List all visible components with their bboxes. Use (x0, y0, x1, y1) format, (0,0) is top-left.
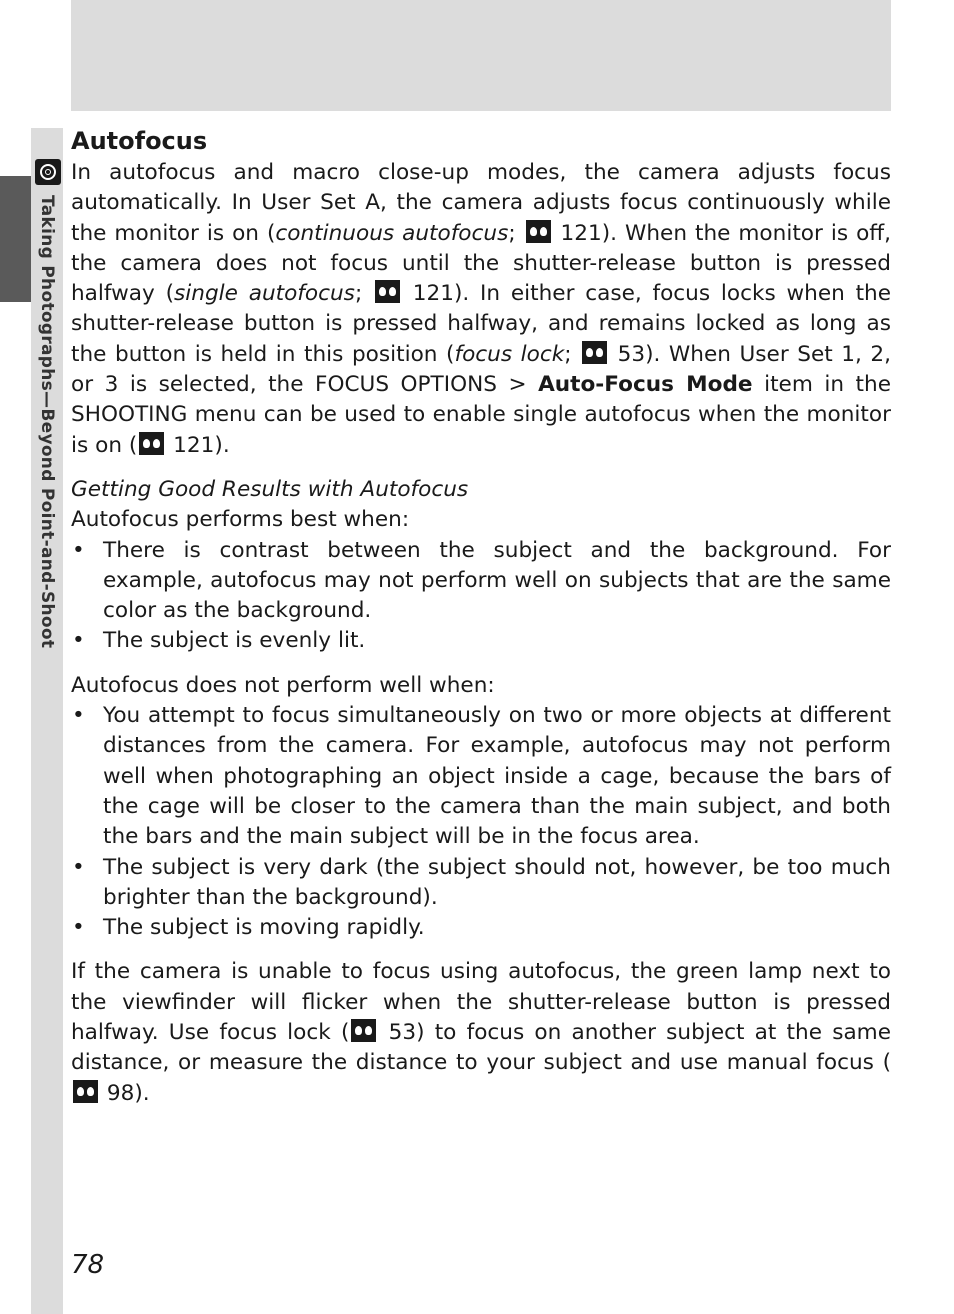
menu-item-auto-focus-mode: Auto-Focus Mode (538, 372, 753, 398)
page-reference-icon (582, 341, 607, 364)
text-run: In autofocus and macro close-up modes, the camera adjusts focus automatically. In User Set A, the camera adjusts focus continuously while the monitor is on ( (71, 160, 891, 246)
macro-mode-icon (35, 159, 61, 185)
term-single-autofocus: single autofocus (174, 281, 355, 307)
text-run: 98). (100, 1080, 150, 1106)
page-reference-icon (375, 280, 400, 303)
text-run: If the camera is unable to focus using autofocus, the green lamp next to the viewfinder will flicker when the shutter-release button is pressed halfway. Use focus lock ( (71, 959, 891, 1046)
text-run: 53) to focus on another subject at the same distance, or measure the distance to your subject and use manual focus ( (71, 1020, 892, 1076)
bad-conditions-list (71, 701, 891, 943)
top-gray-band (71, 0, 891, 111)
text-run: 121). When the monitor is off, the camera does not focus until the shutter-release button is pressed halfway ( (71, 220, 892, 307)
list-item (71, 853, 891, 914)
list-item (71, 626, 891, 656)
text-run: ; (508, 220, 524, 246)
chapter-tab-marker (0, 176, 31, 302)
term-continuous-autofocus: continuous autofocus (275, 220, 509, 246)
good-conditions-intro: Autofocus performs best when: (71, 507, 410, 533)
text-run: ; (354, 281, 373, 307)
text-run: 53). When User Set 1, 2, or 3 is selected, the FOCUS OPTIONS > (71, 341, 892, 398)
list-item-text: The subject is moving rapidly. (103, 915, 425, 941)
list-item-text: The subject is very dark (the subject should not, however, be too much brighter than the background). (103, 854, 891, 910)
list-item-text: The subject is evenly lit. (103, 628, 366, 654)
bullet: • (72, 703, 85, 729)
text-run: ; (564, 341, 581, 367)
bullet: • (72, 915, 85, 941)
closing-paragraph (71, 957, 891, 1108)
bullet: • (72, 628, 85, 654)
text-run: 121). (166, 432, 230, 458)
page-number: 78 (71, 1250, 105, 1280)
bad-conditions-intro: Autofocus does not perform well when: (71, 672, 495, 698)
intro-paragraph (71, 158, 891, 461)
bullet: • (72, 537, 85, 563)
section-heading: Autofocus (71, 127, 208, 155)
bullet: • (72, 854, 85, 880)
list-item (71, 536, 891, 627)
list-item (71, 913, 891, 943)
list-item (71, 701, 891, 852)
text-run: 121). In either case, focus locks when the shutter-release button is pressed halfway, and remains locked as long as the button is held in this position ( (71, 281, 892, 367)
page-content (71, 124, 891, 1109)
page-reference-icon (351, 1019, 376, 1042)
text-run: item in the SHOOTING menu can be used to enable single autofocus when the monitor is on ( (71, 372, 891, 458)
list-item-text: There is contrast between the subject and the background. For example, autofocus may not perform well on subjects that are the same color as the background. (103, 537, 891, 624)
page-reference-icon (139, 432, 164, 455)
subsection-heading: Getting Good Results with Autofocus (71, 476, 469, 502)
chapter-side-label: Taking Photographs—Beyond Point-and-Shoot (37, 195, 57, 649)
good-conditions-list (71, 536, 891, 657)
page-reference-icon (526, 220, 551, 243)
term-focus-lock: focus lock (454, 341, 565, 367)
page-reference-icon (73, 1080, 98, 1103)
list-item-text: You attempt to focus simultaneously on two or more objects at different distances from the camera. For example, autofocus may not perform well when photographing an object inside a cage, because the bars of the cage will be closer to the camera than the main subject, and both the bars and the main subject will be in the focus area. (103, 703, 891, 850)
